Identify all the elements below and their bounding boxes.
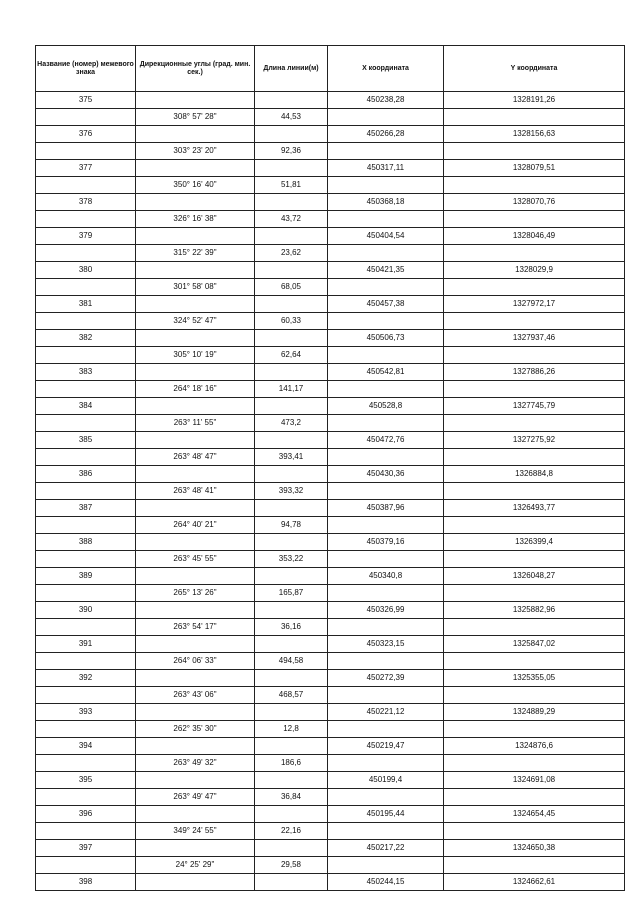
y-coordinate-cell — [444, 177, 625, 194]
table-row-segment — [36, 585, 625, 602]
table-row-segment — [36, 177, 625, 194]
table-row-point — [36, 534, 625, 551]
point-name-cell — [36, 653, 136, 670]
x-coordinate-cell — [328, 857, 444, 874]
table-row-segment — [36, 245, 625, 262]
table-row-point — [36, 704, 625, 721]
y-coordinate-cell — [444, 857, 625, 874]
length-cell: 186,6 — [255, 755, 328, 772]
table-row-segment — [36, 823, 625, 840]
point-name-cell: 381 — [36, 296, 136, 313]
point-name-cell: 388 — [36, 534, 136, 551]
length-cell — [255, 704, 328, 721]
point-name-cell — [36, 177, 136, 194]
length-cell — [255, 194, 328, 211]
x-coordinate-cell: 450199,4 — [328, 772, 444, 789]
angle-cell — [136, 602, 255, 619]
y-coordinate-cell — [444, 755, 625, 772]
angle-cell — [136, 330, 255, 347]
y-coordinate-cell: 1324889,29 — [444, 704, 625, 721]
length-cell — [255, 670, 328, 687]
x-coordinate-cell — [328, 755, 444, 772]
point-name-cell — [36, 551, 136, 568]
y-coordinate-cell: 1327275,92 — [444, 432, 625, 449]
y-coordinate-cell — [444, 313, 625, 330]
x-coordinate-cell — [328, 517, 444, 534]
point-name-cell: 390 — [36, 602, 136, 619]
point-name-cell — [36, 279, 136, 296]
x-coordinate-cell: 450317,11 — [328, 160, 444, 177]
point-name-cell: 396 — [36, 806, 136, 823]
x-coordinate-cell — [328, 415, 444, 432]
length-cell: 68,05 — [255, 279, 328, 296]
y-coordinate-cell — [444, 483, 625, 500]
table-row-point — [36, 92, 625, 109]
point-name-cell — [36, 415, 136, 432]
table-row-point — [36, 398, 625, 415]
length-cell: 141,17 — [255, 381, 328, 398]
length-cell: 92,36 — [255, 143, 328, 160]
point-name-cell: 380 — [36, 262, 136, 279]
table-row-segment — [36, 517, 625, 534]
point-name-cell — [36, 449, 136, 466]
length-cell: 12,8 — [255, 721, 328, 738]
angle-cell — [136, 738, 255, 755]
x-coordinate-cell — [328, 347, 444, 364]
x-coordinate-cell: 450340,8 — [328, 568, 444, 585]
point-name-cell — [36, 789, 136, 806]
length-cell — [255, 534, 328, 551]
length-cell: 51,81 — [255, 177, 328, 194]
x-coordinate-cell: 450368,18 — [328, 194, 444, 211]
y-coordinate-cell: 1327972,17 — [444, 296, 625, 313]
length-cell: 60,33 — [255, 313, 328, 330]
x-coordinate-cell — [328, 789, 444, 806]
x-coordinate-cell: 450542,81 — [328, 364, 444, 381]
angle-cell: 265° 13' 26" — [136, 585, 255, 602]
x-coordinate-cell — [328, 279, 444, 296]
angle-cell: 262° 35' 30" — [136, 721, 255, 738]
y-coordinate-cell: 1324662,61 — [444, 874, 625, 891]
table-row-point — [36, 670, 625, 687]
x-coordinate-cell: 450238,28 — [328, 92, 444, 109]
point-name-cell: 376 — [36, 126, 136, 143]
x-coordinate-cell: 450430,36 — [328, 466, 444, 483]
angle-cell: 349° 24' 55" — [136, 823, 255, 840]
length-cell: 393,32 — [255, 483, 328, 500]
length-cell — [255, 466, 328, 483]
y-coordinate-cell: 1324691,08 — [444, 772, 625, 789]
table-row-point — [36, 806, 625, 823]
table-row-point — [36, 466, 625, 483]
x-coordinate-cell: 450421,35 — [328, 262, 444, 279]
point-name-cell: 383 — [36, 364, 136, 381]
table-row-segment — [36, 347, 625, 364]
length-cell: 44,53 — [255, 109, 328, 126]
y-coordinate-cell: 1325882,96 — [444, 602, 625, 619]
x-coordinate-cell — [328, 211, 444, 228]
length-cell — [255, 160, 328, 177]
y-coordinate-cell — [444, 789, 625, 806]
length-cell — [255, 92, 328, 109]
point-name-cell: 378 — [36, 194, 136, 211]
x-coordinate-cell — [328, 245, 444, 262]
x-coordinate-cell: 450379,16 — [328, 534, 444, 551]
table-row-point — [36, 772, 625, 789]
point-name-cell — [36, 517, 136, 534]
y-coordinate-cell — [444, 619, 625, 636]
angle-cell — [136, 296, 255, 313]
point-name-cell — [36, 585, 136, 602]
angle-cell — [136, 126, 255, 143]
x-coordinate-cell — [328, 143, 444, 160]
length-cell — [255, 126, 328, 143]
table-row-segment — [36, 619, 625, 636]
point-name-cell — [36, 687, 136, 704]
point-name-cell — [36, 211, 136, 228]
table-row-point — [36, 126, 625, 143]
angle-cell — [136, 636, 255, 653]
point-name-cell: 391 — [36, 636, 136, 653]
y-coordinate-cell — [444, 143, 625, 160]
point-name-cell: 382 — [36, 330, 136, 347]
length-cell: 62,64 — [255, 347, 328, 364]
x-coordinate-cell — [328, 449, 444, 466]
length-cell — [255, 738, 328, 755]
y-coordinate-cell: 1326399,4 — [444, 534, 625, 551]
y-coordinate-cell: 1325355,05 — [444, 670, 625, 687]
length-cell — [255, 228, 328, 245]
y-coordinate-cell: 1328046,49 — [444, 228, 625, 245]
table-row-point — [36, 330, 625, 347]
length-cell — [255, 398, 328, 415]
x-coordinate-cell — [328, 483, 444, 500]
table-row-segment — [36, 755, 625, 772]
angle-cell: 264° 40' 21" — [136, 517, 255, 534]
y-coordinate-cell: 1328191,26 — [444, 92, 625, 109]
point-name-cell: 392 — [36, 670, 136, 687]
header-point-name: Название (номер) межевого знака — [36, 46, 136, 92]
header-y-coordinate: Y координата — [444, 46, 625, 92]
x-coordinate-cell — [328, 585, 444, 602]
x-coordinate-cell: 450506,73 — [328, 330, 444, 347]
x-coordinate-cell — [328, 177, 444, 194]
x-coordinate-cell: 450221,12 — [328, 704, 444, 721]
point-name-cell — [36, 381, 136, 398]
point-name-cell: 384 — [36, 398, 136, 415]
y-coordinate-cell: 1326884,8 — [444, 466, 625, 483]
angle-cell — [136, 398, 255, 415]
angle-cell: 263° 49' 47" — [136, 789, 255, 806]
angle-cell — [136, 568, 255, 585]
y-coordinate-cell — [444, 687, 625, 704]
y-coordinate-cell: 1326493,77 — [444, 500, 625, 517]
point-name-cell: 393 — [36, 704, 136, 721]
angle-cell: 263° 54' 17" — [136, 619, 255, 636]
x-coordinate-cell: 450323,15 — [328, 636, 444, 653]
y-coordinate-cell — [444, 551, 625, 568]
x-coordinate-cell: 450272,39 — [328, 670, 444, 687]
angle-cell: 305° 10' 19" — [136, 347, 255, 364]
angle-cell — [136, 160, 255, 177]
table-row-segment — [36, 653, 625, 670]
table-row-segment — [36, 279, 625, 296]
x-coordinate-cell: 450457,38 — [328, 296, 444, 313]
table-header-row — [36, 46, 625, 92]
length-cell — [255, 262, 328, 279]
x-coordinate-cell: 450472,76 — [328, 432, 444, 449]
point-name-cell — [36, 245, 136, 262]
angle-cell — [136, 432, 255, 449]
table-row-segment — [36, 721, 625, 738]
y-coordinate-cell — [444, 381, 625, 398]
y-coordinate-cell: 1327937,46 — [444, 330, 625, 347]
length-cell — [255, 568, 328, 585]
length-cell — [255, 432, 328, 449]
length-cell: 473,2 — [255, 415, 328, 432]
angle-cell — [136, 704, 255, 721]
angle-cell: 263° 45' 55" — [136, 551, 255, 568]
table-row-point — [36, 500, 625, 517]
length-cell — [255, 806, 328, 823]
angle-cell: 264° 06' 33" — [136, 653, 255, 670]
y-coordinate-cell: 1327745,79 — [444, 398, 625, 415]
header-direction-angle: Дирекционные углы (град. мин. сек.) — [136, 46, 255, 92]
point-name-cell: 375 — [36, 92, 136, 109]
table-row-segment — [36, 381, 625, 398]
angle-cell: 263° 48' 41" — [136, 483, 255, 500]
point-name-cell: 387 — [36, 500, 136, 517]
point-name-cell: 386 — [36, 466, 136, 483]
angle-cell: 303° 23' 20" — [136, 143, 255, 160]
angle-cell: 326° 16' 38" — [136, 211, 255, 228]
point-name-cell — [36, 857, 136, 874]
length-cell: 494,58 — [255, 653, 328, 670]
point-name-cell: 394 — [36, 738, 136, 755]
angle-cell — [136, 262, 255, 279]
table-row-point — [36, 432, 625, 449]
boundary-coordinates-table — [35, 45, 625, 891]
point-name-cell — [36, 143, 136, 160]
x-coordinate-cell — [328, 551, 444, 568]
table-row-point — [36, 262, 625, 279]
point-name-cell — [36, 483, 136, 500]
table-row-segment — [36, 789, 625, 806]
table-row-segment — [36, 857, 625, 874]
angle-cell — [136, 228, 255, 245]
x-coordinate-cell: 450266,28 — [328, 126, 444, 143]
table-row-point — [36, 636, 625, 653]
table-row-segment — [36, 449, 625, 466]
header-line-length: Длина линии(м) — [255, 46, 328, 92]
x-coordinate-cell: 450244,15 — [328, 874, 444, 891]
x-coordinate-cell: 450528,8 — [328, 398, 444, 415]
angle-cell: 301° 58' 08" — [136, 279, 255, 296]
y-coordinate-cell: 1328029,9 — [444, 262, 625, 279]
y-coordinate-cell: 1326048,27 — [444, 568, 625, 585]
y-coordinate-cell — [444, 653, 625, 670]
point-name-cell — [36, 313, 136, 330]
y-coordinate-cell — [444, 449, 625, 466]
point-name-cell: 395 — [36, 772, 136, 789]
point-name-cell: 397 — [36, 840, 136, 857]
x-coordinate-cell — [328, 687, 444, 704]
table-row-segment — [36, 415, 625, 432]
point-name-cell: 389 — [36, 568, 136, 585]
table-row-segment — [36, 483, 625, 500]
y-coordinate-cell — [444, 245, 625, 262]
table-row-point — [36, 602, 625, 619]
length-cell: 43,72 — [255, 211, 328, 228]
angle-cell: 315° 22' 39" — [136, 245, 255, 262]
point-name-cell: 379 — [36, 228, 136, 245]
angle-cell — [136, 534, 255, 551]
length-cell — [255, 602, 328, 619]
table-body — [36, 92, 625, 891]
table-row-point — [36, 738, 625, 755]
length-cell — [255, 330, 328, 347]
length-cell — [255, 874, 328, 891]
table-row-point — [36, 160, 625, 177]
angle-cell — [136, 840, 255, 857]
header-x-coordinate: Х координата — [328, 46, 444, 92]
table-row-point — [36, 874, 625, 891]
angle-cell: 263° 43' 06" — [136, 687, 255, 704]
y-coordinate-cell: 1328070,76 — [444, 194, 625, 211]
angle-cell: 263° 49' 32" — [136, 755, 255, 772]
point-name-cell: 398 — [36, 874, 136, 891]
angle-cell: 308° 57' 28" — [136, 109, 255, 126]
x-coordinate-cell — [328, 619, 444, 636]
table-row-segment — [36, 109, 625, 126]
x-coordinate-cell — [328, 721, 444, 738]
table-row-segment — [36, 211, 625, 228]
y-coordinate-cell: 1328079,51 — [444, 160, 625, 177]
length-cell: 94,78 — [255, 517, 328, 534]
angle-cell — [136, 874, 255, 891]
x-coordinate-cell — [328, 653, 444, 670]
x-coordinate-cell — [328, 823, 444, 840]
x-coordinate-cell — [328, 109, 444, 126]
x-coordinate-cell: 450195,44 — [328, 806, 444, 823]
table-row-point — [36, 228, 625, 245]
y-coordinate-cell — [444, 585, 625, 602]
angle-cell — [136, 500, 255, 517]
angle-cell — [136, 194, 255, 211]
angle-cell — [136, 772, 255, 789]
table-row-point — [36, 194, 625, 211]
x-coordinate-cell: 450404,54 — [328, 228, 444, 245]
length-cell: 22,16 — [255, 823, 328, 840]
y-coordinate-cell — [444, 415, 625, 432]
angle-cell: 324° 52' 47" — [136, 313, 255, 330]
angle-cell — [136, 364, 255, 381]
point-name-cell — [36, 109, 136, 126]
length-cell — [255, 500, 328, 517]
y-coordinate-cell — [444, 109, 625, 126]
length-cell: 29,58 — [255, 857, 328, 874]
y-coordinate-cell — [444, 517, 625, 534]
length-cell — [255, 772, 328, 789]
table-row-point — [36, 364, 625, 381]
table-row-point — [36, 840, 625, 857]
y-coordinate-cell — [444, 211, 625, 228]
x-coordinate-cell: 450326,99 — [328, 602, 444, 619]
angle-cell: 263° 48' 47" — [136, 449, 255, 466]
point-name-cell — [36, 755, 136, 772]
table-row-point — [36, 568, 625, 585]
y-coordinate-cell — [444, 279, 625, 296]
length-cell — [255, 364, 328, 381]
length-cell — [255, 296, 328, 313]
x-coordinate-cell: 450387,96 — [328, 500, 444, 517]
angle-cell — [136, 670, 255, 687]
x-coordinate-cell — [328, 381, 444, 398]
y-coordinate-cell: 1327886,26 — [444, 364, 625, 381]
point-name-cell — [36, 619, 136, 636]
point-name-cell — [36, 347, 136, 364]
y-coordinate-cell — [444, 347, 625, 364]
table-row-segment — [36, 687, 625, 704]
y-coordinate-cell: 1324650,38 — [444, 840, 625, 857]
point-name-cell — [36, 721, 136, 738]
angle-cell — [136, 92, 255, 109]
table-row-segment — [36, 313, 625, 330]
x-coordinate-cell: 450217,22 — [328, 840, 444, 857]
length-cell: 36,16 — [255, 619, 328, 636]
y-coordinate-cell: 1324876,6 — [444, 738, 625, 755]
y-coordinate-cell: 1325847,02 — [444, 636, 625, 653]
point-name-cell: 377 — [36, 160, 136, 177]
y-coordinate-cell: 1324654,45 — [444, 806, 625, 823]
length-cell: 468,57 — [255, 687, 328, 704]
point-name-cell: 385 — [36, 432, 136, 449]
length-cell: 36,84 — [255, 789, 328, 806]
point-name-cell — [36, 823, 136, 840]
y-coordinate-cell — [444, 721, 625, 738]
y-coordinate-cell: 1328156,63 — [444, 126, 625, 143]
length-cell: 23,62 — [255, 245, 328, 262]
length-cell: 353,22 — [255, 551, 328, 568]
x-coordinate-cell — [328, 313, 444, 330]
table-row-segment — [36, 551, 625, 568]
x-coordinate-cell: 450219,47 — [328, 738, 444, 755]
length-cell — [255, 636, 328, 653]
length-cell — [255, 840, 328, 857]
angle-cell: 24° 25' 29" — [136, 857, 255, 874]
y-coordinate-cell — [444, 823, 625, 840]
length-cell: 165,87 — [255, 585, 328, 602]
angle-cell — [136, 466, 255, 483]
length-cell: 393,41 — [255, 449, 328, 466]
angle-cell: 264° 18' 16" — [136, 381, 255, 398]
angle-cell — [136, 806, 255, 823]
angle-cell: 350° 16' 40" — [136, 177, 255, 194]
table-row-point — [36, 296, 625, 313]
angle-cell: 263° 11' 55" — [136, 415, 255, 432]
table-row-segment — [36, 143, 625, 160]
